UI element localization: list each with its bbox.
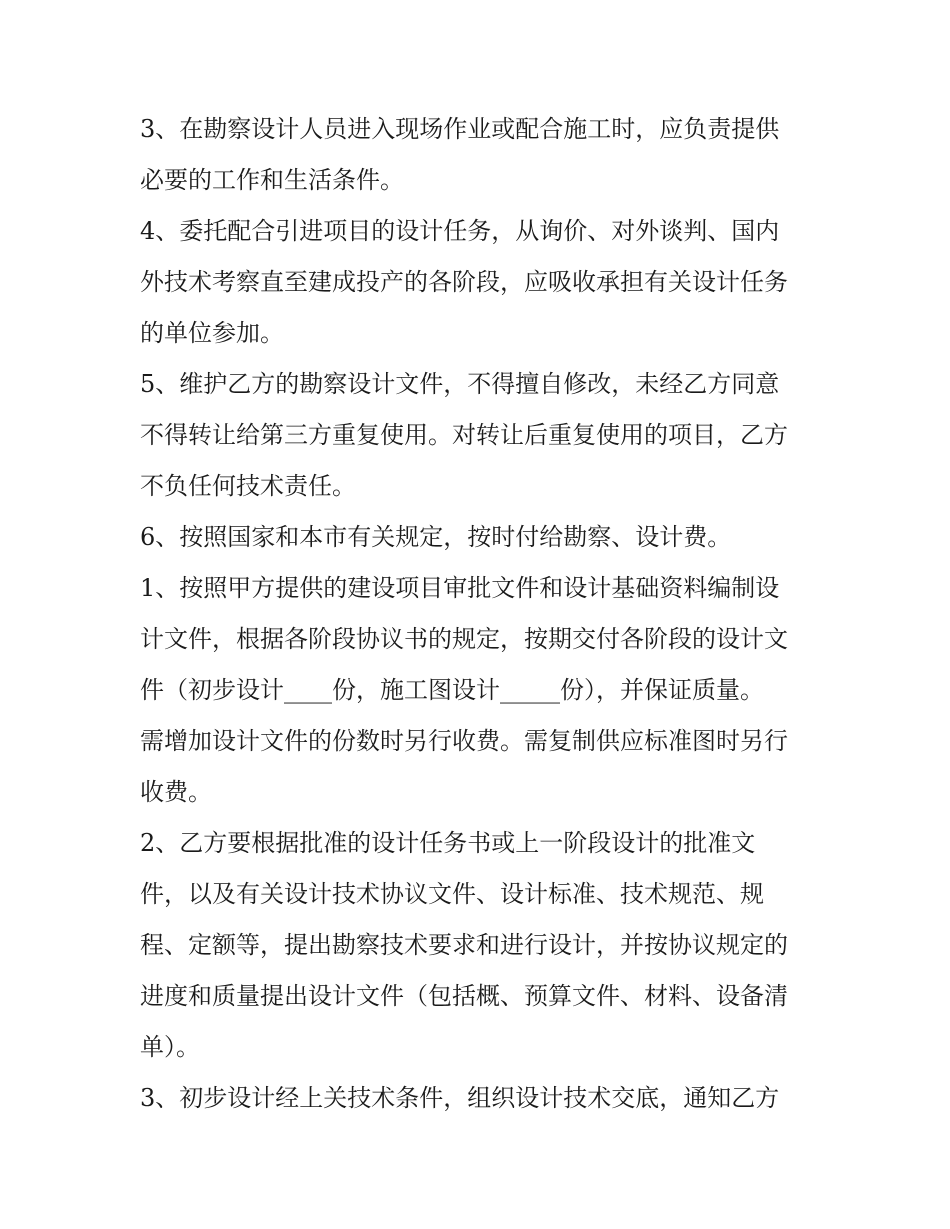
document-body — [140, 104, 820, 1124]
text-line: 计文件，根据各阶段协议书的规定，按期交付各阶段的设计文 — [140, 625, 788, 653]
text-line: 不得转让给第三方重复使用。对转让后重复使用的项目，乙方 — [140, 421, 788, 449]
text-line: 件（初步设计____份，施工图设计_____份），并保证质量。 — [140, 676, 764, 704]
text-line: 4、委托配合引进项目的设计任务，从询价、对外谈判、国内 — [140, 217, 780, 245]
text-line: 外技术考察直至建成投产的各阶段，应吸收承担有关设计任务 — [140, 268, 788, 296]
text-line: 需增加设计文件的份数时另行收费。需复制供应标准图时另行 — [140, 727, 788, 755]
text-line: 不负任何技术责任。 — [140, 472, 356, 500]
text-line: 5、维护乙方的勘察设计文件，不得擅自修改，未经乙方同意 — [140, 370, 780, 398]
text-line: 进度和质量提出设计文件（包括概、预算文件、材料、设备清 — [140, 982, 788, 1010]
text-line: 收费。 — [140, 778, 212, 806]
text-line: 单）。 — [140, 1033, 200, 1061]
text-line: 1、按照甲方提供的建设项目审批文件和设计基础资料编制设 — [140, 574, 780, 602]
text-line: 的单位参加。 — [140, 319, 284, 347]
text-line: 程、定额等，提出勘察技术要求和进行设计，并按协议规定的 — [140, 931, 788, 959]
text-line: 2、乙方要根据批准的设计任务书或上一阶段设计的批准文 — [140, 829, 756, 857]
text-line: 件，以及有关设计技术协议文件、设计标准、技术规范、规 — [140, 880, 764, 908]
text-line: 3、在勘察设计人员进入现场作业或配合施工时，应负责提供 — [140, 115, 780, 143]
text-line: 6、按照国家和本市有关规定，按时付给勘察、设计费。 — [140, 523, 732, 551]
text-line: 必要的工作和生活条件。 — [140, 166, 404, 194]
text-line: 3、初步设计经上关技术条件，组织设计技术交底，通知乙方 — [140, 1084, 780, 1112]
